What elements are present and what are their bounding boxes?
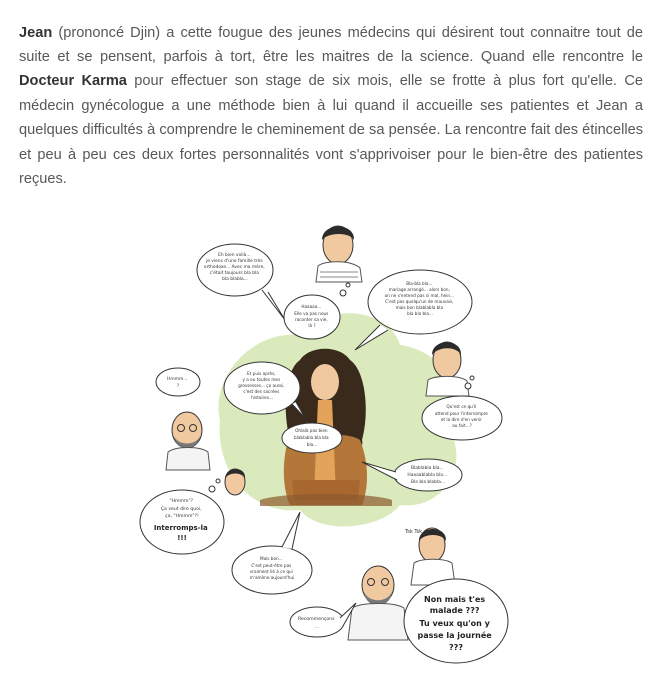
speech-bubble [156, 368, 200, 396]
speech-bubble [232, 512, 312, 594]
speech-bubble [140, 479, 224, 554]
comic-illustration [0, 170, 660, 679]
left-doctor-head [166, 412, 210, 470]
svg-text:Blablabla bla... Haaaa: Blablabla bla... Haaaablabla bla... Bla bla blabla... [407, 466, 448, 485]
svg-text:Bla-bla bla... mariage: Bla-bla bla... mariage arrangé... alors bon, on ne s'entend pas si mal, hein... C'est pas quelqu'un de mauvais, mais bon blablabla bla bla bla bla... [384, 281, 455, 316]
speech-bubble [404, 579, 508, 663]
sound-effect: Tsk Tsk [405, 529, 423, 535]
name-docteur-karma: Docteur Karma [19, 73, 127, 90]
svg-text:Interromps-la !!!: Interromps-la !!! [153, 524, 208, 542]
svg-text:Qu'est ce qu'il attend: Qu'est ce qu'il attend pour l'interrompre et la dire d'en venir au fait...? [434, 404, 488, 428]
speech-bubble [355, 270, 472, 350]
svg-text:"Hmmm"? Ça veut dire q: "Hmmm"? Ça veut dire quoi, ça, "Hmmm"?! [160, 499, 202, 519]
top-man-head [316, 226, 362, 282]
speech-bubble [197, 244, 285, 320]
left-profile-man-head [225, 469, 245, 495]
svg-text:Non mais t'es malade ?: Non mais t'es malade ??? Tu veux qu'on y passe la journée ??? [417, 595, 492, 652]
bottom-doctor-figure [348, 566, 408, 640]
bottom-right-man-figure [411, 528, 455, 585]
svg-text:Recommençons ...: Recommençons ... [298, 617, 335, 630]
svg-text:Eh bien voilà... je vi: Eh bien voilà... je viens d'une famille très orthodoxe... Avec ma mère, c'était toujours bla bla bla blabla... [203, 253, 265, 282]
svg-text:Et puis après, y a eu: Et puis après, y a eu toutes mes grossesses... ça aussi, c'est des sacrées histoires... [238, 371, 285, 400]
intro-paragraph [19, 21, 643, 192]
intro-text-2: pour effectuer son stage de six mois, elle se frotte à plus fort qu'elle. Ce médecin gynécologue a une méthode bien à lui quand il accueille ses patientes et Jean a quelques difficultés à comprendre le cheminement de sa pensée. La rencontre fait des étincelles et peu à peu ces deux fortes personnalités vont s'apprivoiser pour le bien-être des patientes reçues. [19, 73, 644, 188]
svg-text:Ohlalà pas bien blabla: Ohlalà pas bien blablabla bla bla bla... [294, 428, 329, 447]
speech-bubble [282, 423, 342, 453]
name-jean: Jean [19, 24, 53, 41]
intro-text-1: (prononcé Djin) a cette fougue des jeunes médecins qui désirent tout connaitre tout de suite et se pensent, parfois à tort, être les maitres de la science. Quand elle rencontre le [19, 24, 643, 65]
svg-text:Mais bon... C'est peut: Mais bon... C'est peut-être pas vraiment lié à ce qui m'amène aujourd'hui [249, 556, 295, 580]
svg-text:Hmmm... ?: Hmmm... ? [167, 377, 188, 389]
svg-text:Haaaaa... Elle va pas: Haaaaa... Elle va pas nous raconter sa vie, là ? [294, 304, 329, 328]
speech-bubble [290, 603, 356, 637]
